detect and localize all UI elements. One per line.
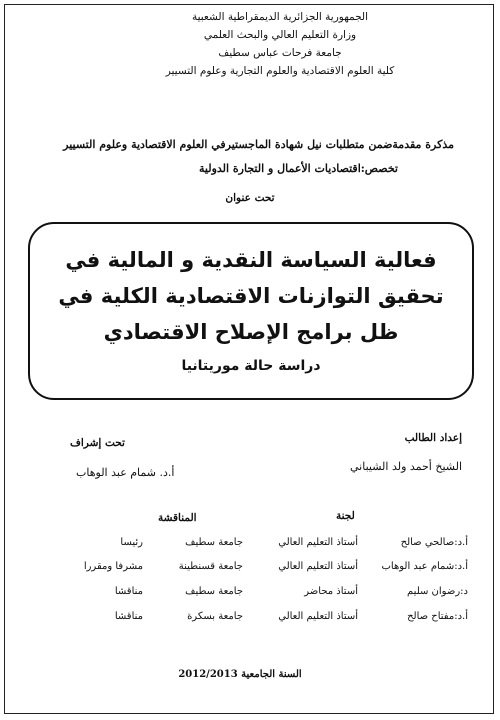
member-name: أ.د:صالحي صالح: [400, 537, 468, 548]
thesis-title: فعالية السياسة النقدية و المالية في تحقيق التوازنات الاقتصادية الكلية في ظل برامج الإصلاح الاقتصادي: [58, 248, 444, 344]
discussion-label: المناقشة: [158, 512, 197, 524]
title-box: [28, 222, 474, 400]
header-republic: الجمهورية الجزائرية الديمقراطية الشعبية: [191, 11, 369, 23]
member-role: رئيسا: [120, 537, 143, 548]
header-university: جامعة فرحات عباس سطيف: [218, 47, 342, 59]
header-ministry: وزارة التعليم العالي والبحث العلمي: [203, 29, 357, 41]
member-rank: أستاذ التعليم العالي: [278, 611, 358, 622]
memo-statement: مذكرة مقدمةضمن متطلبات نيل شهادة الماجستيرفي العلوم الاقتصادية وعلوم التسيير: [63, 138, 454, 151]
header-faculty: كلية العلوم الاقتصادية والعلوم التجارية وعلوم التسيير: [165, 65, 395, 77]
student-name: الشيخ أحمد ولد الشيباني: [350, 460, 462, 473]
member-name: د:رضوان سليم: [407, 586, 468, 597]
committee-row: [40, 537, 468, 553]
committee-row: [40, 561, 468, 577]
supervisor-label: تحت إشراف: [70, 437, 125, 449]
member-name: أ.د:شمام عبد الوهاب: [381, 561, 468, 572]
member-role: مشرفا ومقررا: [83, 561, 143, 572]
member-rank: أستاذ التعليم العالي: [278, 561, 358, 572]
specialization: تخصص:اقتصاديات الأعمال و التجارة الدولية: [199, 162, 398, 175]
thesis-subtitle: دراسة حالة موريتانيا: [181, 358, 321, 374]
committee-label: لجنة: [336, 510, 355, 522]
member-role: مناقشا: [114, 586, 143, 597]
member-university: جامعة سطيف: [185, 586, 243, 597]
student-label: إعداد الطالب: [404, 432, 462, 444]
academic-year: السنة الجامعية 2012/2013: [178, 669, 302, 680]
member-university: جامعة سطيف: [185, 537, 243, 548]
institution-header: [130, 8, 430, 80]
member-university: جامعة بسكرة: [187, 611, 243, 622]
committee-row: [40, 586, 468, 602]
member-rank: أستاذ التعليم العالي: [278, 537, 358, 548]
member-rank: أستاذ محاضر: [304, 586, 358, 597]
member-university: جامعة قسنطينة: [178, 561, 243, 572]
member-name: أ.د:مفتاح صالح: [407, 611, 468, 622]
committee-row: [40, 611, 468, 627]
member-role: مناقشا: [114, 611, 143, 622]
under-title-label: تحت عنوان: [225, 192, 275, 204]
supervisor-name: أ.د. شمام عبد الوهاب: [76, 466, 175, 479]
